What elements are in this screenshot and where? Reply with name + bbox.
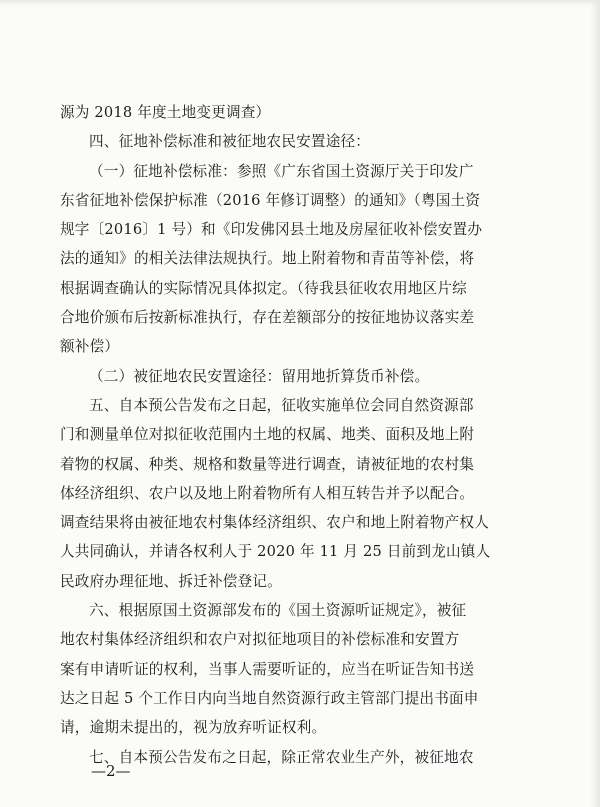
text-line: 门和测量单位对拟征收范围内土地的权属、地类、面积及地上附 xyxy=(60,426,475,444)
section-heading-7: 七、自本预公告发布之日起，除正常农业生产外，被征地农 xyxy=(89,748,474,766)
text-line: 东省征地补偿保护标准（2016 年修订调整）的通知》（粤国土资 xyxy=(60,191,481,209)
text-line: 合地价颁布后按新标准执行，存在差额部分的按征地协议落实差 xyxy=(60,309,475,327)
text-line: 调查结果将由被征地农村集体经济组织、农户和地上附着物产权人 xyxy=(60,514,490,532)
text-line: 额补偿） xyxy=(60,338,120,356)
text-line: 请，逾期未提出的，视为放弃听证权利。 xyxy=(60,719,327,737)
text-line: 源为 2018 年度土地变更调查） xyxy=(60,104,271,121)
text-line: 达之日起 5 个工作日内向当地自然资源行政主管部门提出书面申 xyxy=(60,689,479,707)
section-heading-5: 五、自本预公告发布之日起，征收实施单位会同自然资源部 xyxy=(89,396,474,414)
text-line: 地农村集体经济组织和农户对拟征地项目的补偿标准和安置方 xyxy=(60,631,460,649)
section-heading-4: 四、征地补偿标准和被征地农民安置途径： xyxy=(89,133,371,151)
scan-edge-right xyxy=(590,0,600,807)
scan-edge-top xyxy=(0,0,600,6)
text-line: 体经济组织、农户以及地上附着物所有人相互转告并予以配合。 xyxy=(60,484,475,502)
section-heading-6: 六、根据原国土资源部发布的《国土资源听证规定》，被征 xyxy=(89,602,467,620)
text-line: 根据调查确认的实际情况具体拟定。（待我县征收农用地区片综 xyxy=(60,279,467,297)
text-line: 民政府办理征地、拆迁补偿登记。 xyxy=(60,572,282,590)
text-line: 人共同确认，并请各权利人于 2020 年 11 月 25 日前到龙山镇人 xyxy=(60,543,491,561)
text-line: 着物的权属、种类、规格和数量等进行调查，请被征地的农村集 xyxy=(60,455,475,473)
text-line: 案有申请听证的权利，当事人需要听证的，应当在听证告知书送 xyxy=(60,660,475,678)
document-body xyxy=(60,98,540,772)
page-number: —2— xyxy=(91,762,131,780)
text-line: （二）被征地农民安置途径：留用地折算货币补偿。 xyxy=(89,367,430,385)
text-line: 法的通知》的相关法律法规执行。地上附着物和青苗等补偿，将 xyxy=(60,250,475,268)
text-line: 规字〔2016〕1 号）和《印发佛冈县土地及房屋征收补偿安置办 xyxy=(60,221,483,239)
text-line: （一）征地补偿标准：参照《广东省国土资源厅关于印发广 xyxy=(89,162,474,180)
